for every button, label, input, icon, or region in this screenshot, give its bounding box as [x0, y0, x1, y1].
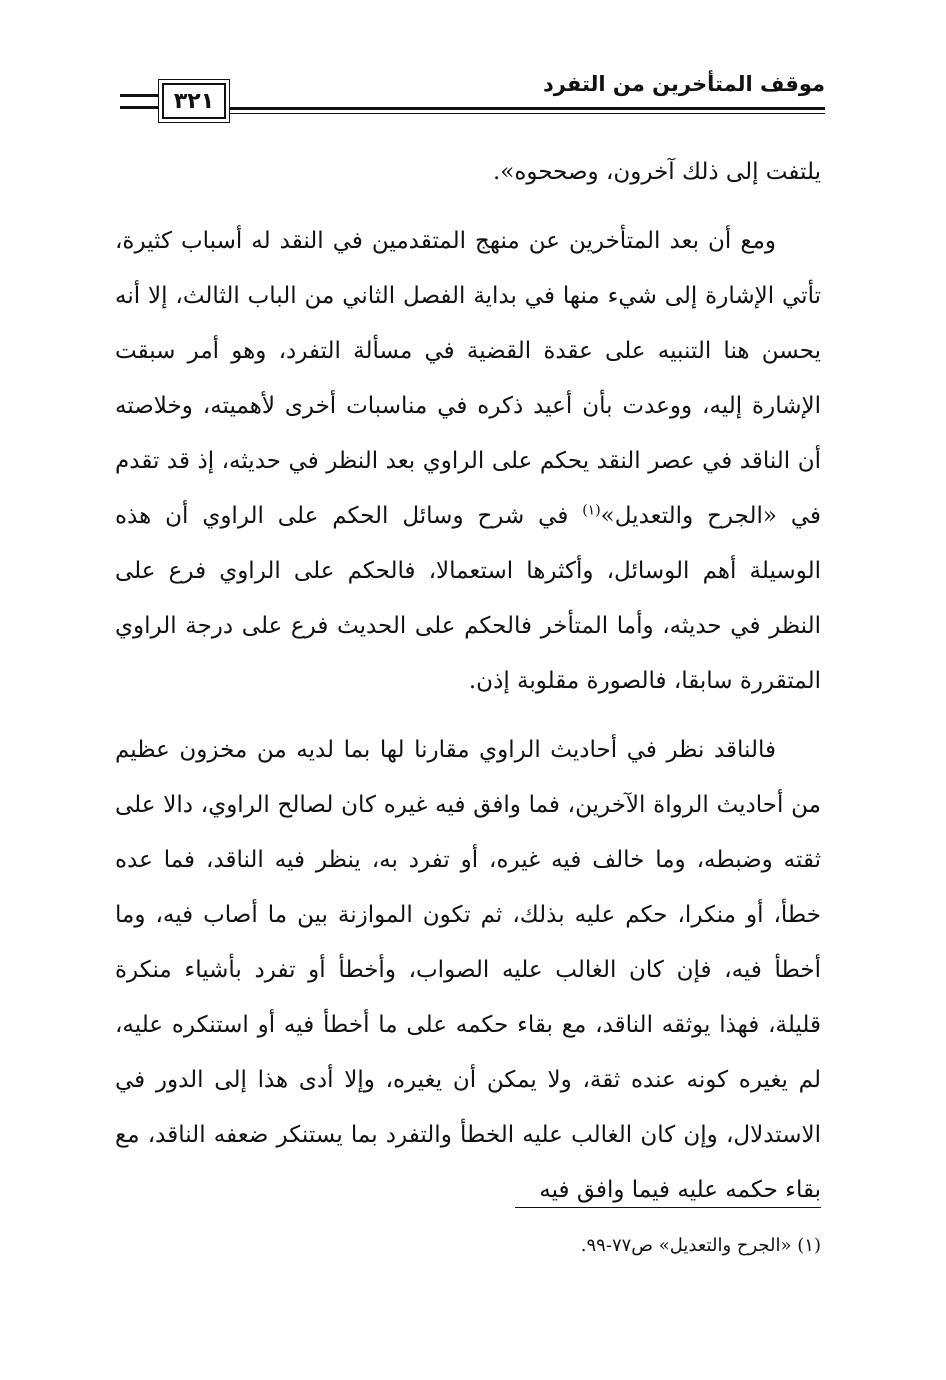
page-number: ٣٢١ [162, 83, 226, 119]
footnote-divider [515, 1207, 821, 1208]
footnote: (١) «الجرح والتعديل» ص٧٧-٩٩. [580, 1235, 821, 1256]
header-rule-left [120, 94, 158, 109]
paragraph: يلتفت إلى ذلك آخرون، وصححوه». [493, 159, 821, 185]
paragraph [115, 214, 821, 709]
paragraph: فالناقد نظر في أحاديث الراوي مقارنا لها بما لديه من مخزون عظيم من أحاديث الرواة الآخرين، فما وافق فيه غيره كان لصالح الراوي، دالا على ثقته وضبطه، وما خالف فيه غيره، أو تفرد به، ينظر فيه الناقد، فما عده خطأ، أو منكرا، حكم عليه بذلك، ثم تكون الموازنة بين ما أصاب فيه، وما أخطأ فيه، فإن كان الغالب عليه الصواب، وأخطأ أو تفرد بأشياء منكرة قليلة، فهذا يوثقه الناقد، مع بقاء حكمه على ما أخطأ فيه أو استنكره عليه، لم يغيره كونه عنده ثقة، ولا يمكن أن يغيره، وإلا أدى هذا إلى الدور في الاستدلال، وإن كان الغالب عليه الخطأ والتفرد بما يستنكر ضعفه الناقد، مع بقاء حكمه عليه فيما وافق فيه [115, 737, 821, 1203]
header-rule [227, 107, 825, 114]
running-title: موقف المتأخرين من التفرد [543, 72, 825, 96]
main-text [115, 145, 821, 1232]
page-header [115, 70, 825, 120]
footnote-reference: (١) [582, 502, 601, 519]
paragraph-text: ومع أن بعد المتأخرين عن منهج المتقدمين في النقد له أسباب كثيرة، تأتي الإشارة إلى شيء منها في بداية الفصل الثاني من الباب الثالث، إلا أنه يحسن هنا التنبيه على عقدة القضية في مسألة التفرد، وهو أمر سبقت الإشارة إليه، ووعدت بأن أعيد ذكره في مناسبات أخرى لأهميته، وخلاصته أن الناقد في عصر النقد يحكم على الراوي بعد النظر في حديثه، إذ قد تقدم في «الجرح والتعديل» [115, 228, 821, 529]
paragraph-text: في شرح وسائل الحكم على الراوي أن هذه الوسيلة أهم الوسائل، وأكثرها استعمالا، فالحكم على الراوي فرع على النظر في حديثه، وأما المتأخر فالحكم على الحديث فرع على درجة الراوي المتقررة سابقا، فالصورة مقلوبة إذن. [115, 503, 821, 694]
